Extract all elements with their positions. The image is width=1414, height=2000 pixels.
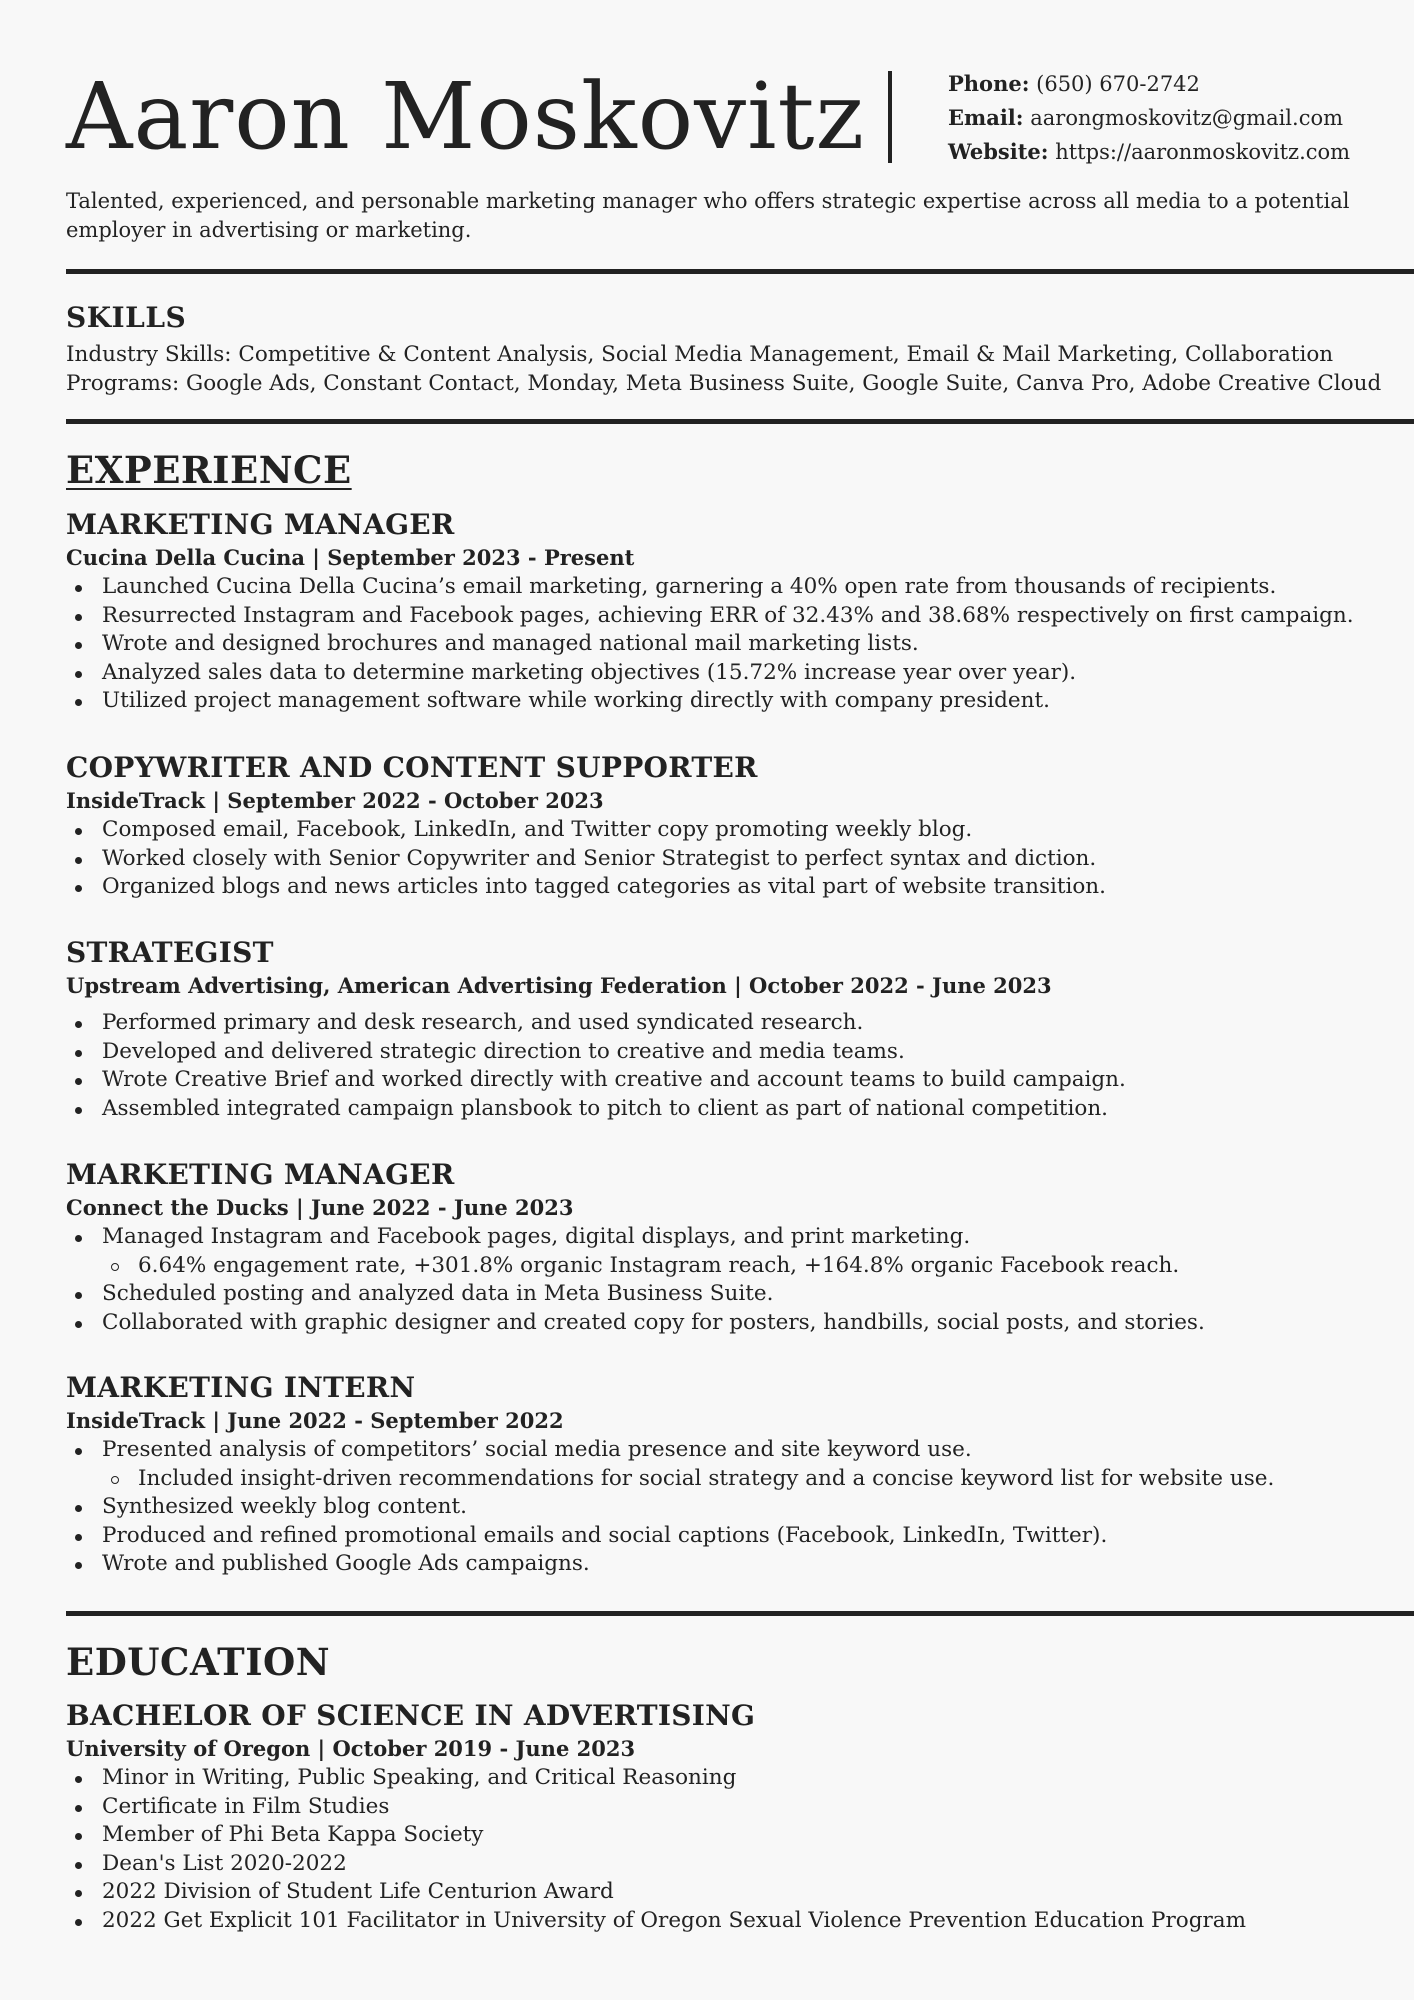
list-item: Presented analysis of competitors’ social media presence and site keyword use. (66, 1436, 1356, 1465)
job-bullets (66, 573, 1356, 716)
list-item: Synthesized weekly blog content. (66, 1493, 1356, 1522)
job-meta: Cucina Della Cucina | September 2023 - Present (66, 545, 635, 570)
job-bullets (66, 1009, 1356, 1123)
job-entry (66, 750, 1356, 902)
list-item: Member of Phi Beta Kappa Society (66, 1821, 1356, 1850)
website-link[interactable]: https://aaronmoskovitz.com (1055, 140, 1351, 164)
industry-skills: Industry Skills: Competitive & Content Analysis, Social Media Management, Email & Mail Marketing, Collaboration (66, 342, 1334, 367)
list-item: Launched Cucina Della Cucina’s email marketing, garnering a 40% open rate from thousands of recipients. (66, 573, 1356, 602)
section-divider (66, 1611, 1414, 1616)
list-item: Utilized project management software while working directly with company president. (66, 687, 1356, 716)
job-title: STRATEGIST (66, 936, 274, 969)
job-meta: Upstream Advertising, American Advertising Federation | October 2022 - June 2023 (66, 973, 1052, 998)
job-title: MARKETING MANAGER (66, 1158, 455, 1191)
list-item: Wrote and designed brochures and managed national mail marketing lists. (66, 630, 1356, 659)
job-entry (66, 507, 1356, 716)
job-entry (66, 1157, 1356, 1337)
job-meta: Connect the Ducks | June 2022 - June 2023 (66, 1195, 574, 1220)
education-heading: EDUCATION (66, 1640, 331, 1684)
job-entry (66, 935, 1356, 1123)
list-item: Certificate in Film Studies (66, 1793, 1356, 1822)
list-item: 2022 Get Explicit 101 Facilitator in University of Oregon Sexual Violence Prevention Education Program (66, 1907, 1356, 1936)
list-item: Scheduled posting and analyzed data in Meta Business Suite. (66, 1280, 1356, 1309)
sub-list-item: 6.64% engagement rate, +301.8% organic Instagram reach, +164.8% organic Facebook reach. (66, 1252, 1356, 1281)
contact-phone (948, 67, 1350, 101)
list-item: Collaborated with graphic designer and created copy for posters, handbills, social posts, and stories. (66, 1309, 1356, 1338)
phone-value: (650) 670-2742 (1036, 72, 1200, 96)
contact-email (948, 101, 1350, 135)
job-title: COPYWRITER AND CONTENT SUPPORTER (66, 751, 758, 784)
list-item: Worked closely with Senior Copywriter and Senior Strategist to perfect syntax and diction. (66, 845, 1356, 874)
list-item: Dean's List 2020-2022 (66, 1850, 1356, 1879)
job-title: MARKETING INTERN (66, 1371, 416, 1404)
job-title: MARKETING MANAGER (66, 508, 455, 541)
contact-label: Email: (948, 105, 1024, 130)
list-item: Organized blogs and news articles into tagged categories as vital part of website transition. (66, 873, 1356, 902)
list-item: Analyzed sales data to determine marketing objectives (15.72% increase year over year). (66, 659, 1356, 688)
resume-page (66, 0, 1414, 2000)
section-divider (66, 419, 1414, 424)
email-link[interactable]: aarongmoskovitz@gmail.com (1030, 106, 1344, 130)
contact-label: Phone: (948, 71, 1030, 96)
list-item: Minor in Writing, Public Speaking, and Critical Reasoning (66, 1764, 1356, 1793)
contact-block (948, 67, 1350, 169)
job-bullets (66, 1436, 1356, 1579)
job-meta: InsideTrack | September 2022 - October 2023 (66, 788, 604, 813)
list-item: Managed Instagram and Facebook pages, digital displays, and print marketing. (66, 1223, 1356, 1252)
sub-list-item: Included insight-driven recommendations for social strategy and a concise keyword list for website use. (66, 1465, 1356, 1494)
header-divider (888, 71, 892, 163)
list-item: Developed and delivered strategic direction to creative and media teams. (66, 1038, 1356, 1067)
list-item: Resurrected Instagram and Facebook pages, achieving ERR of 32.43% and 38.68% respectively on first campaign. (66, 602, 1356, 631)
list-item: Assembled integrated campaign plansbook to pitch to client as part of national competition. (66, 1095, 1356, 1124)
experience-heading: EXPERIENCE (66, 448, 352, 492)
candidate-name: Aaron Moskovitz (66, 63, 865, 170)
skills-block (66, 341, 1381, 398)
section-divider (66, 269, 1414, 274)
contact-label: Website: (948, 139, 1049, 164)
list-item: 2022 Division of Student Life Centurion Award (66, 1878, 1356, 1907)
skills-heading: SKILLS (66, 301, 187, 334)
job-bullets (66, 1223, 1356, 1337)
profile-summary: Talented, experienced, and personable marketing manager who offers strategic expertise across all media to a potential employer in advertising or marketing. (66, 189, 1350, 242)
list-item: Wrote and published Google Ads campaigns. (66, 1550, 1356, 1579)
contact-website (948, 135, 1350, 169)
education-bullets (66, 1764, 1356, 1935)
list-item: Wrote Creative Brief and worked directly with creative and account teams to build campaign. (66, 1066, 1356, 1095)
resume-header (66, 0, 1414, 172)
list-item: Produced and refined promotional emails and social captions (Facebook, LinkedIn, Twitter). (66, 1522, 1356, 1551)
list-item: Performed primary and desk research, and used syndicated research. (66, 1009, 1356, 1038)
degree-title: BACHELOR OF SCIENCE IN ADVERTISING (66, 1699, 756, 1732)
list-item: Composed email, Facebook, LinkedIn, and Twitter copy promoting weekly blog. (66, 816, 1356, 845)
education-entry (66, 1698, 1356, 1935)
job-meta: InsideTrack | June 2022 - September 2022 (66, 1408, 564, 1433)
program-skills: Programs: Google Ads, Constant Contact, Monday, Meta Business Suite, Google Suite, Canva Pro, Adobe Creative Cloud (66, 370, 1382, 396)
job-bullets (66, 816, 1356, 902)
education-meta: University of Oregon | October 2019 - June 2023 (66, 1736, 636, 1761)
job-entry (66, 1370, 1356, 1579)
